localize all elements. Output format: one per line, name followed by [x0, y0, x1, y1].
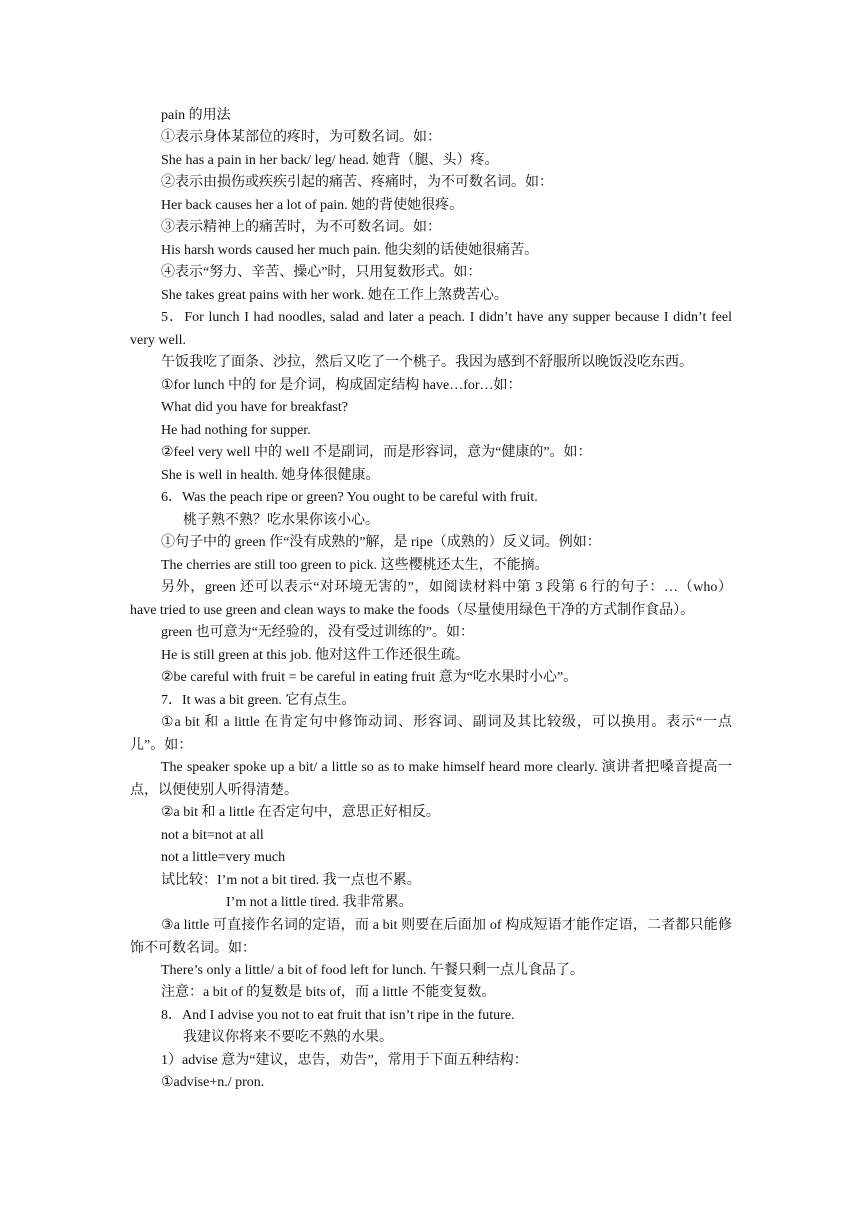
text-line: ①for lunch 中的 for 是介词，构成固定结构 have…for…如： [161, 378, 522, 393]
text-line: ②be careful with fruit = be careful in eating fruit 意为“吃水果时小心”。 [161, 670, 578, 685]
comparison-line: 试比较：I’m not a bit tired. 我一点也不累。 [161, 873, 421, 888]
numbered-sentence-6: 6．Was the peach ripe or green? You ought to be careful with fruit. [161, 490, 538, 505]
note-line: 注意：a bit of 的复数是 bits of，而 a little 不能变复数。 [161, 985, 496, 1000]
example-sentence: not a bit=not at all [161, 828, 264, 843]
text-line: ①表示身体某部位的疼时，为可数名词。如： [161, 130, 441, 145]
text-line: ②a bit 和 a little 在否定句中，意思正好相反。 [161, 805, 440, 820]
example-sentence: There’s only a little/ a bit of food left for lunch. 午餐只剩一点儿食品了。 [161, 963, 585, 978]
numbered-sentence-5: 5．For lunch I had noodles, salad and later a peach. I didn’t have any supper because I didn’t feel very well. [130, 310, 732, 348]
translation-line: 我建议你将来不要吃不熟的水果。 [183, 1030, 393, 1045]
example-sentence: He had nothing for supper. [161, 423, 311, 438]
text-line: ②feel very well 中的 well 不是副词，而是形容词，意为“健康的”。如： [161, 445, 592, 460]
text-line: ④表示“努力、辛苦、操心”时，只用复数形式。如： [161, 265, 482, 280]
text-line: ①advise+n./ pron. [161, 1075, 265, 1090]
example-sentence: Her back causes her a lot of pain. 她的背使她很疼。 [161, 198, 464, 213]
paragraph-a-little-attributive: ③a little 可直接作名词的定语，而 a bit 则要在后面加 of 构成短语才能作定语，二者都只能修饰不可数名词。如： [130, 918, 732, 956]
paragraph-speaker-example: The speaker spoke up a bit/ a little so as to make himself heard more clearly. 演讲者把嗓音提高一点，以便使别人听得清楚。 [130, 760, 732, 798]
text-line: ②表示由损伤或疾疾引起的痛苦、疼痛时，为不可数名词。如： [161, 175, 553, 190]
example-sentence: He is still green at this job. 他对这件工作还很生疏。 [161, 648, 469, 663]
example-sentence: What did you have for breakfast? [161, 400, 348, 415]
numbered-sentence-8: 8．And I advise you not to eat fruit that isn’t ripe in the future. [161, 1008, 515, 1023]
text-line: green 也可意为“无经验的，没有受过训练的”。如： [161, 625, 475, 640]
translation-line: 桃子熟不熟？吃水果你该小心。 [183, 513, 379, 528]
example-sentence: His harsh words caused her much pain. 他尖刻的话使她很痛苦。 [161, 243, 539, 258]
example-sentence: She has a pain in her back/ leg/ head. 她背（腿、头）疼。 [161, 153, 499, 168]
heading-pain-usage: pain 的用法 [161, 108, 231, 123]
numbered-sentence-7: 7．It was a bit green. 它有点生。 [161, 693, 356, 708]
text-line: ①句子中的 green 作“没有成熟的”解，是 ripe（成熟的）反义词。例如： [161, 535, 601, 550]
paragraph-a-bit-a-little: ①a bit 和 a little 在肯定句中修饰动词、形容词、副词及其比较级，可以换用。表示“一点儿”。如： [130, 715, 732, 753]
paragraph-green-environment: 另外，green 还可以表示“对环境无害的”，如阅读材料中第 3 段第 6 行的句子：…（who）have tried to use green and clean ways to make the foods（尽量使用绿色干净的方式制作食品）。 [130, 580, 732, 618]
text-line: ③表示精神上的痛苦时，为不可数名词。如： [161, 220, 441, 235]
comparison-line: I’m not a little tired. 我非常累。 [226, 895, 413, 910]
example-sentence: not a little=very much [161, 850, 286, 865]
example-sentence: She is well in health. 她身体很健康。 [161, 468, 380, 483]
example-sentence: The cherries are still too green to pick. 这些樱桃还太生，不能摘。 [161, 558, 549, 573]
text-line: 1）advise 意为“建议，忠告，劝告”，常用于下面五种结构： [161, 1053, 528, 1068]
example-sentence: She takes great pains with her work. 她在工作上煞费苦心。 [161, 288, 508, 303]
translation-line: 午饭我吃了面条、沙拉，然后又吃了一个桃子。我因为感到不舒服所以晚饭没吃东西。 [161, 355, 693, 370]
